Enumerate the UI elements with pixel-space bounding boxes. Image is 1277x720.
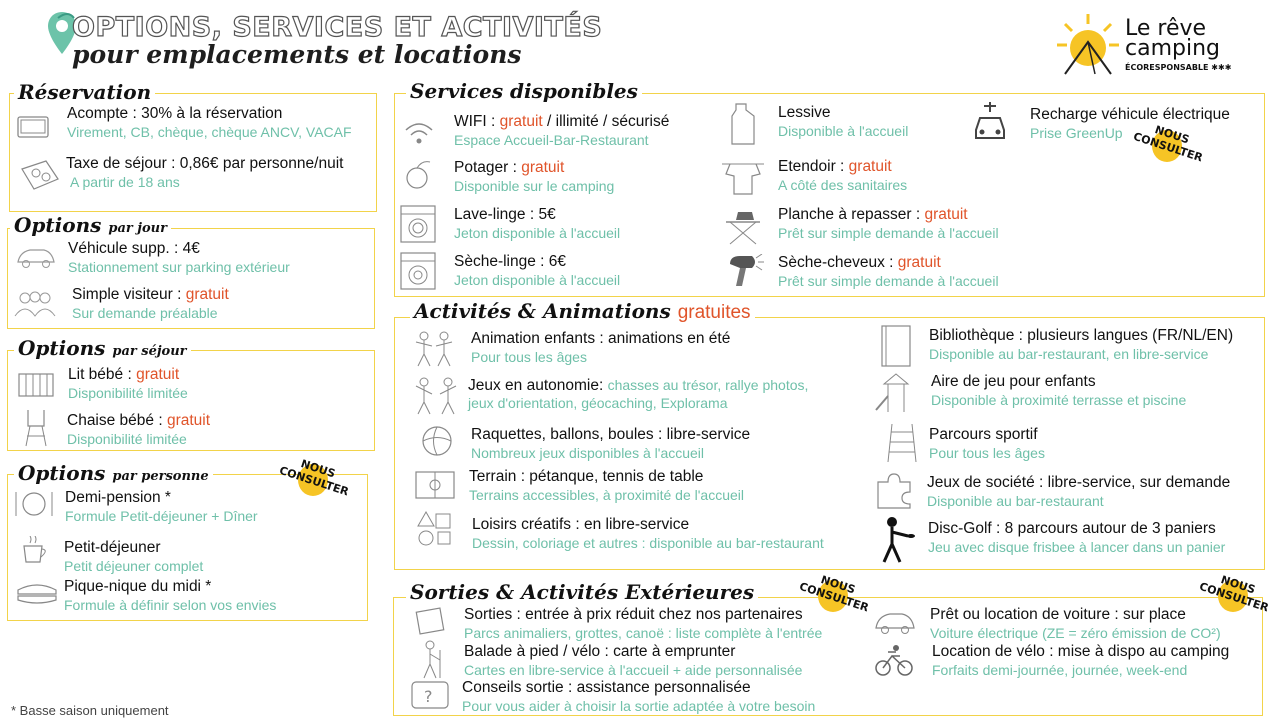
plate-cutlery-icon (12, 488, 56, 520)
item-detail: : sur place (1110, 606, 1186, 623)
svg-text:?: ? (424, 687, 433, 706)
item-label: Recharge véhicule électrique (1030, 106, 1230, 123)
item-sub: Pour tous les âges (471, 349, 587, 365)
item-label: Balade à pied / vélo (464, 643, 601, 660)
item-sub: A côté des sanitaires (778, 177, 908, 193)
logo-tagline: ÉCORESPONSABLE ✱✱✱ (1125, 63, 1232, 72)
free-label: gratuit (499, 113, 543, 130)
item-sub: Jeton disponible à l'accueil (454, 272, 621, 288)
service-lessive (778, 104, 831, 122)
item-sub: Disponible au bar-restaurant (927, 493, 1104, 509)
item-detail: : 5€ (525, 206, 556, 223)
service-seche-cheveux (778, 254, 941, 272)
sortie-sorties (464, 606, 803, 624)
activite-bibliotheque (929, 327, 1233, 345)
item-label: Lessive (778, 104, 831, 121)
free-label: gratuit (897, 254, 941, 271)
activite-disc-golf (928, 520, 1216, 538)
item-detail: : 30% à la réservation (128, 105, 283, 122)
item-label: Lave-linge (454, 206, 526, 223)
ladder-icon (884, 422, 920, 464)
activite-terrain (469, 468, 703, 486)
item-detail: : carte à emprunter (600, 643, 736, 660)
detergent-icon (728, 102, 758, 146)
item-label: Potager (454, 159, 509, 176)
sorties-title: Sorties & Activités Extérieures (406, 580, 758, 604)
option-lit-bebe (68, 366, 179, 384)
reservation-item-acompte (67, 105, 282, 123)
sortie-voiture (930, 606, 1186, 624)
sun-tent-icon (1055, 12, 1121, 78)
item-label: Animation enfants (471, 330, 596, 347)
activite-aire-de-jeu (931, 373, 1096, 391)
title-small: par séjour (112, 344, 187, 359)
item-label: Pique-nique du midi * (64, 578, 212, 595)
item-detail: : (154, 412, 167, 429)
item-sub: Formule à définir selon vos envies (64, 597, 277, 613)
item-sub: Prêt sur simple demande à l'accueil (778, 225, 999, 241)
item-sub: Nombreux jeux disponibles à l'accueil (471, 445, 705, 461)
item-detail: : en libre-service (571, 516, 690, 533)
children-icon (410, 330, 458, 368)
washing-machine-icon (399, 204, 437, 244)
title-small: par jour (108, 221, 167, 236)
logo (1055, 12, 1245, 78)
badge-label: NOUS CONSULTER (797, 573, 871, 615)
wifi-icon (402, 116, 436, 150)
title-free: gratuites (677, 302, 751, 323)
ticket-icon (414, 606, 446, 636)
option-pique-nique (64, 578, 211, 596)
item-sub: jeux d'orientation, géocaching, Explorama (468, 395, 728, 411)
hiker-icon (416, 640, 446, 680)
item-label: Aire de jeu pour enfants (931, 373, 1096, 390)
options-jour-title (10, 213, 171, 241)
dryer-icon (399, 251, 437, 291)
title-small: par personne (112, 469, 209, 484)
item-label: WIFI (454, 113, 487, 130)
playground-icon (874, 370, 918, 414)
vegetable-icon (402, 158, 436, 192)
item-sub: Stationnement sur parking extérieur (68, 259, 290, 275)
title-main: Options (14, 213, 102, 237)
item-label: Jeux de société (927, 474, 1035, 491)
item-label: Planche à repasser (778, 206, 912, 223)
item-label: Parcours sportif (929, 426, 1038, 443)
item-label: Chaise bébé (67, 412, 155, 429)
service-wifi (454, 113, 669, 131)
options-sejour-panel (7, 350, 375, 451)
item-label: Location de vélo (932, 643, 1045, 660)
item-detail: : (172, 286, 186, 303)
option-visiteur (72, 286, 229, 304)
item-detail: : plusieurs langues (FR/NL/EN) (1014, 327, 1234, 344)
electric-car-icon (872, 608, 918, 638)
item-sub: Disponible à proximité terrasse et piscine (931, 392, 1187, 408)
service-recharge (1030, 106, 1230, 124)
item-detail: : 8 parcours autour de 3 paniers (991, 520, 1216, 537)
item-label: Raquettes, ballons, boules (471, 426, 654, 443)
item-label: Taxe de séjour (66, 155, 167, 172)
footnote: * Basse saison uniquement (11, 703, 169, 718)
page-subtitle: pour emplacements et locations (72, 40, 522, 69)
item-detail: : (911, 206, 925, 223)
item-detail: : (486, 113, 500, 130)
options-personne-title (14, 461, 213, 489)
badge-label: NOUS CONSULTER (1197, 573, 1271, 615)
logo-line1: Le rêve (1125, 16, 1207, 41)
option-vehicule (68, 240, 200, 258)
sortie-velo (932, 643, 1229, 661)
baby-bed-icon (16, 366, 56, 402)
service-lave-linge (454, 206, 556, 224)
item-label: Sèche-cheveux (778, 254, 885, 271)
disc-golf-icon (878, 516, 916, 564)
nous-consulter-badge (1130, 124, 1210, 174)
ball-icon (420, 424, 454, 458)
item-detail: : pétanque, tennis de table (516, 468, 704, 485)
item-detail: : entrée à prix réduit chez nos partenaires (512, 606, 803, 623)
nous-consulter-badge (276, 458, 356, 508)
item-sub: Prise GreenUp (1030, 125, 1123, 141)
item-sub: Terrains accessibles, à proximité de l'accueil (469, 487, 745, 503)
ev-charging-icon (970, 100, 1010, 142)
item-sub: Disponible à l'accueil (778, 123, 909, 139)
free-label: gratuit (924, 206, 968, 223)
item-sub: Pour vous aider à choisir la sortie adaptée à votre besoin (462, 698, 816, 714)
item-sub: Dessin, coloriage et autres : disponible au bar-restaurant (472, 535, 824, 551)
activite-jeux-autonomie (468, 376, 808, 395)
item-sub: Disponible sur le camping (454, 178, 615, 194)
item-detail: : assistance personnalisée (563, 679, 751, 696)
item-label: Lit bébé (68, 366, 124, 383)
item-sub: Forfaits demi-journée, journée, week-end (932, 662, 1188, 678)
item-detail: : mise à dispo au camping (1044, 643, 1230, 660)
item-label: Véhicule supp. (68, 240, 170, 257)
services-title: Services disponibles (406, 79, 642, 103)
bicycle-icon (874, 644, 914, 678)
credit-card-icon (16, 111, 50, 145)
option-chaise-bebe (67, 412, 210, 430)
item-sub: Disponible au bar-restaurant, en libre-service (929, 346, 1209, 362)
item-label: Sèche-linge (454, 253, 536, 270)
item-label: Acompte (67, 105, 129, 122)
kids-play-icon (412, 376, 460, 416)
free-label: gratuit (521, 159, 565, 176)
item-sub: Jeu avec disque frisbee à lancer dans un panier (928, 539, 1226, 555)
item-label: Bibliothèque (929, 327, 1015, 344)
item-detail-2: / illimité / sécurisé (542, 113, 670, 130)
iron-icon (722, 204, 764, 246)
item-detail: : 6€ (535, 253, 567, 270)
shapes-icon (414, 508, 456, 548)
free-label: gratuit (166, 412, 211, 429)
item-sub: Disponibilité limitée (67, 431, 187, 447)
item-sub: Voiture électrique (ZE = zéro émission de CO²) (930, 625, 1221, 641)
item-detail: : libre-service (653, 426, 751, 443)
item-sub: Prêt sur simple demande à l'accueil (778, 273, 999, 289)
options-sejour-title (14, 336, 191, 364)
sandwich-icon (16, 580, 58, 606)
activite-jeux-societe (927, 474, 1230, 492)
badge-label: NOUS CONSULTER (277, 457, 351, 499)
badge-label: NOUS CONSULTER (1131, 123, 1205, 165)
sortie-balade (464, 643, 735, 661)
logo-line2: camping (1125, 36, 1220, 61)
item-detail: : 4€ (169, 240, 200, 257)
free-label: gratuit (848, 158, 892, 175)
option-petit-dejeuner (64, 539, 161, 557)
item-sub: Pour tous les âges (929, 445, 1045, 461)
item-label: Demi-pension * (65, 489, 171, 506)
item-sub: Sur demande préalable (72, 305, 218, 321)
item-detail: : libre-service, sur demande (1034, 474, 1231, 491)
item-sub: A partir de 18 ans (70, 174, 180, 190)
item-sub: Formule Petit-déjeuner + Dîner (65, 508, 258, 524)
activite-loisirs-creatifs (472, 516, 689, 534)
item-sub: Virement, CB, chèque, chèque ANCV, VACAF (67, 124, 352, 140)
item-label: Loisirs créatifs (472, 516, 572, 533)
item-sub: Jeton disponible à l'accueil (454, 225, 621, 241)
item-label: Simple visiteur (72, 286, 173, 303)
item-detail: : 0,86€ par personne/nuit (166, 155, 344, 172)
item-sub: Petit déjeuner complet (64, 558, 204, 574)
item-detail: : (884, 254, 898, 271)
item-sub: Disponibilité limitée (68, 385, 188, 401)
question-icon (410, 680, 450, 710)
title-main: Activités & Animations (414, 299, 671, 323)
high-chair-icon (22, 408, 50, 448)
title-main: Options (18, 336, 106, 360)
item-sub: Espace Accueil-Bar-Restaurant (454, 132, 649, 148)
free-label: gratuit (136, 366, 180, 383)
reservation-item-taxe (66, 155, 343, 173)
activite-animation-enfants (471, 330, 730, 348)
puzzle-icon (874, 470, 914, 510)
nous-consulter-badge (1196, 574, 1276, 624)
item-detail: : (835, 158, 849, 175)
service-potager (454, 159, 564, 177)
activite-raquettes (471, 426, 750, 444)
car-icon (14, 242, 58, 272)
item-label: Jeux en autonomie (468, 377, 599, 394)
item-label: Disc-Golf (928, 520, 992, 537)
item-label: Terrain (469, 468, 517, 485)
page-title: OPTIONS, SERVICES ET ACTIVITÉS (72, 12, 603, 43)
activites-title (410, 299, 755, 325)
service-seche-linge (454, 253, 566, 271)
title-main: Options (18, 461, 106, 485)
clothesline-icon (722, 158, 764, 198)
free-label: gratuit (185, 286, 229, 303)
item-detail: : (598, 377, 608, 394)
activite-parcours-sportif (929, 426, 1038, 444)
service-etendoir (778, 158, 892, 176)
item-sub: Cartes en libre-service à l'accueil + aide personnalisée (464, 662, 803, 678)
item-label: Prêt ou location de voiture (930, 606, 1111, 623)
nous-consulter-badge (796, 574, 876, 624)
item-sub-inline: chasses au trésor, rallye photos, (607, 377, 809, 393)
item-label: Etendoir (778, 158, 836, 175)
visitors-icon (10, 288, 60, 318)
item-label: Sorties (464, 606, 513, 623)
coins-icon (18, 157, 62, 193)
option-demi-pension (65, 489, 171, 507)
reservation-title: Réservation (14, 80, 155, 104)
coffee-cup-icon (20, 536, 52, 566)
item-sub: Parcs animaliers, grottes, canoë : liste complète à l'entrée (464, 625, 823, 641)
book-icon (878, 324, 914, 368)
field-icon (414, 468, 456, 502)
item-detail: : (123, 366, 137, 383)
item-detail: : (508, 159, 522, 176)
sortie-conseils (462, 679, 751, 697)
service-planche (778, 206, 968, 224)
item-detail: : animations en été (595, 330, 731, 347)
hair-dryer-icon (726, 254, 764, 290)
item-label: Petit-déjeuner (64, 539, 161, 556)
item-label: Conseils sortie (462, 679, 564, 696)
